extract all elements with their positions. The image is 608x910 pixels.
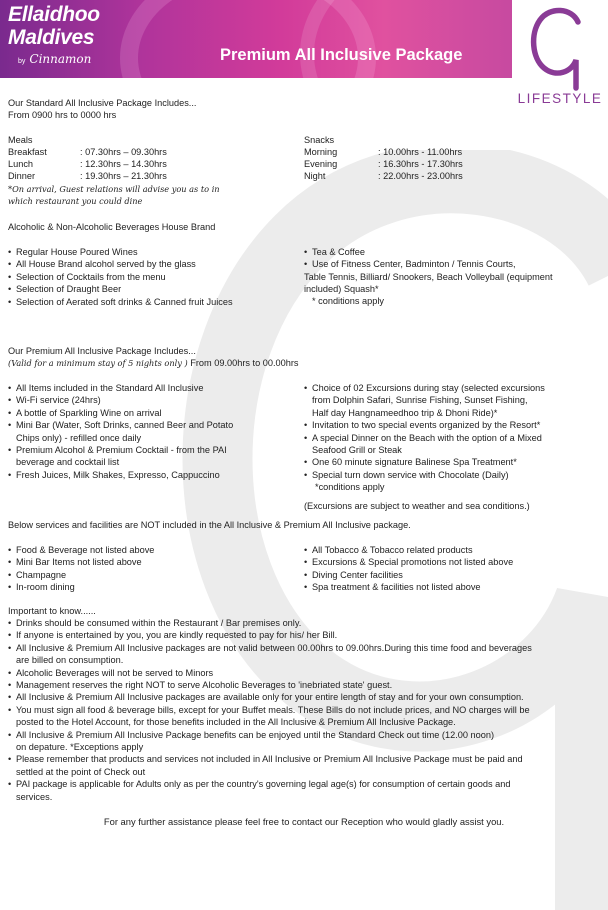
beverages-heading: Alcoholic & Non-Alcoholic Beverages House Brand xyxy=(8,222,216,232)
list-item: • Special turn down service with Chocolate (Daily) *conditions apply xyxy=(304,469,604,494)
header-banner xyxy=(0,0,512,78)
meal-time: : 12.30hrs – 14.30hrs xyxy=(80,159,167,169)
brand-name-line2: Maldives xyxy=(8,26,95,49)
snack-name: Night xyxy=(304,171,326,181)
brand-by: by xyxy=(18,58,26,65)
list-item: • Spa treatment & facilities not listed above xyxy=(304,581,513,593)
brand-cinnamon: Cinnamon xyxy=(29,52,92,66)
list-item: • One 60 minute signature Balinese Spa Treatment* xyxy=(304,456,604,468)
not-included-heading: Below services and facilities are NOT included in the All Inclusive & Premium All Inclusive package. xyxy=(8,520,411,530)
snack-name: Evening xyxy=(304,159,338,169)
lifestyle-logo-word: LIFESTYLE xyxy=(517,91,603,106)
meals-note: *On arrival, Guest relations will advise you as to in xyxy=(8,184,220,194)
list-item: • If anyone is entertained by you, you are kindly requested to pay for his/ her Bill. xyxy=(8,629,604,641)
standard-left-list xyxy=(8,246,233,308)
list-item: • Excursions & Special promotions not listed above xyxy=(304,556,513,568)
brand-byline xyxy=(18,53,91,68)
list-item: • Drinks should be consumed within the Restaurant / Bar premises only. xyxy=(8,617,604,629)
snacks-heading: Snacks xyxy=(304,135,335,145)
list-item: • Choice of 02 Excursions during stay (selected excursions from Dolphin Safari, Sunrise Fishing, Sunset Fishing, Half day Hangnameedhoo trip & Dhoni Ride)* xyxy=(304,382,604,419)
list-item: • Fresh Juices, Milk Shakes, Expresso, Cappuccino xyxy=(8,469,298,481)
meal-time: : 19.30hrs – 21.30hrs xyxy=(80,171,167,181)
list-item: • All Items included in the Standard All Inclusive xyxy=(8,382,298,394)
list-item: • All Tobacco & Tobacco related products xyxy=(304,544,513,556)
meal-time: : 07.30hrs – 09.30hrs xyxy=(80,147,167,157)
standard-right-list xyxy=(304,246,516,271)
list-item: • PAI package is applicable for Adults only as per the country's governing legal age(s) for consumption of certain goods and services. xyxy=(8,778,604,803)
premium-validity: (Valid for a minimum stay of 5 nights only ) xyxy=(8,358,188,368)
list-item: • Alcoholic Beverages will not be served to Minors xyxy=(8,667,604,679)
important-list xyxy=(8,617,604,803)
list-item: • All House Brand alcohol served by the glass xyxy=(8,258,233,270)
meal-name: Breakfast xyxy=(8,147,47,157)
list-item-cont: included) Squash* xyxy=(304,284,379,294)
premium-subnote xyxy=(8,357,299,369)
meal-name: Lunch xyxy=(8,159,34,169)
conditions-note: * conditions apply xyxy=(312,296,385,306)
list-item: • Use of Fitness Center, Badminton / Tennis Courts, xyxy=(304,258,516,270)
meals-heading: Meals xyxy=(8,135,33,145)
list-item: • Premium Alcohol & Premium Cocktail - from the PAI beverage and cocktail list xyxy=(8,444,298,469)
snack-time: : 22.00hrs - 23.00hrs xyxy=(378,171,463,181)
excursion-note: (Excursions are subject to weather and sea conditions.) xyxy=(304,501,530,511)
list-item: • Selection of Draught Beer xyxy=(8,283,233,295)
meals-note: which restaurant you could dine xyxy=(8,196,143,206)
important-heading: Important to know...... xyxy=(8,606,96,616)
list-item: • Selection of Aerated soft drinks & Canned fruit Juices xyxy=(8,296,233,308)
list-item: • Invitation to two special events organized by the Resort* xyxy=(304,419,604,431)
list-item: • Management reserves the right NOT to serve Alcoholic Beverages to 'inebriated state' guest. xyxy=(8,679,604,691)
banner-swirl xyxy=(300,0,512,78)
brand-name-line1: Ellaidhoo xyxy=(8,3,100,26)
premium-right-list xyxy=(304,382,604,494)
list-item: • Mini Bar (Water, Soft Drinks, canned Beer and Potato Chips only) - refilled once daily xyxy=(8,419,298,444)
list-item-cont: Table Tennis, Billiard/ Snookers, Beach Volleyball (equipment xyxy=(304,272,553,282)
list-item: • Champagne xyxy=(8,569,154,581)
list-item: • Regular House Poured Wines xyxy=(8,246,233,258)
list-item: • Selection of Cocktails from the menu xyxy=(8,271,233,283)
list-item: • A bottle of Sparkling Wine on arrival xyxy=(8,407,298,419)
not-included-left-list xyxy=(8,544,154,594)
snack-time: : 10.00hrs - 11.00hrs xyxy=(378,147,463,157)
list-item: • Diving Center facilities xyxy=(304,569,513,581)
list-item: • In-room dining xyxy=(8,581,154,593)
list-item: • All Inclusive & Premium All Inclusive packages are available only for your entire length of stay and for your own consumption. xyxy=(8,691,604,703)
footer-contact-note: For any further assistance please feel free to contact our Reception who would gladly assist you. xyxy=(103,816,505,827)
snack-time: : 16.30hrs - 17.30hrs xyxy=(378,159,463,169)
list-item: • All Inclusive & Premium All Inclusive Package benefits can be enjoyed until the Standard Check out time (12.00 noon) on depature. *Exceptions apply xyxy=(8,729,604,754)
list-item: • Wi-Fi service (24hrs) xyxy=(8,394,298,406)
list-item: • All Inclusive & Premium All Inclusive packages are not valid between 00.00hrs to 09.00hrs.During this time food and beverages are billed on consumption. xyxy=(8,642,604,667)
list-item: • Mini Bar Items not listed above xyxy=(8,556,154,568)
list-item: • Please remember that products and services not included in All Inclusive or Premium All Inclusive Package must be paid and settled at the point of Check out xyxy=(8,753,604,778)
snack-name: Morning xyxy=(304,147,338,157)
premium-hours: From 09.00hrs to 00.00hrs xyxy=(190,358,299,368)
list-item: • Food & Beverage not listed above xyxy=(8,544,154,556)
list-item: • You must sign all food & beverage bills, except for your Buffet meals. These Bills do not include prices, and NO charges will be posted to the Hotel Account, for those benefits included in the All Inclusive & Premium All Inclusive Package. xyxy=(8,704,604,729)
meal-name: Dinner xyxy=(8,171,36,181)
page-title: Premium All Inclusive Package xyxy=(220,46,463,64)
standard-heading: Our Standard All Inclusive Package Includes... xyxy=(8,98,197,108)
premium-heading: Our Premium All Inclusive Package Includes... xyxy=(8,346,196,356)
premium-left-list xyxy=(8,382,298,481)
list-item: • A special Dinner on the Beach with the option of a Mixed Seafood Grill or Steak xyxy=(304,432,604,457)
standard-hours: From 0900 hrs to 0000 hrs xyxy=(8,110,117,120)
list-item: • Tea & Coffee xyxy=(304,246,516,258)
not-included-right-list xyxy=(304,544,513,594)
